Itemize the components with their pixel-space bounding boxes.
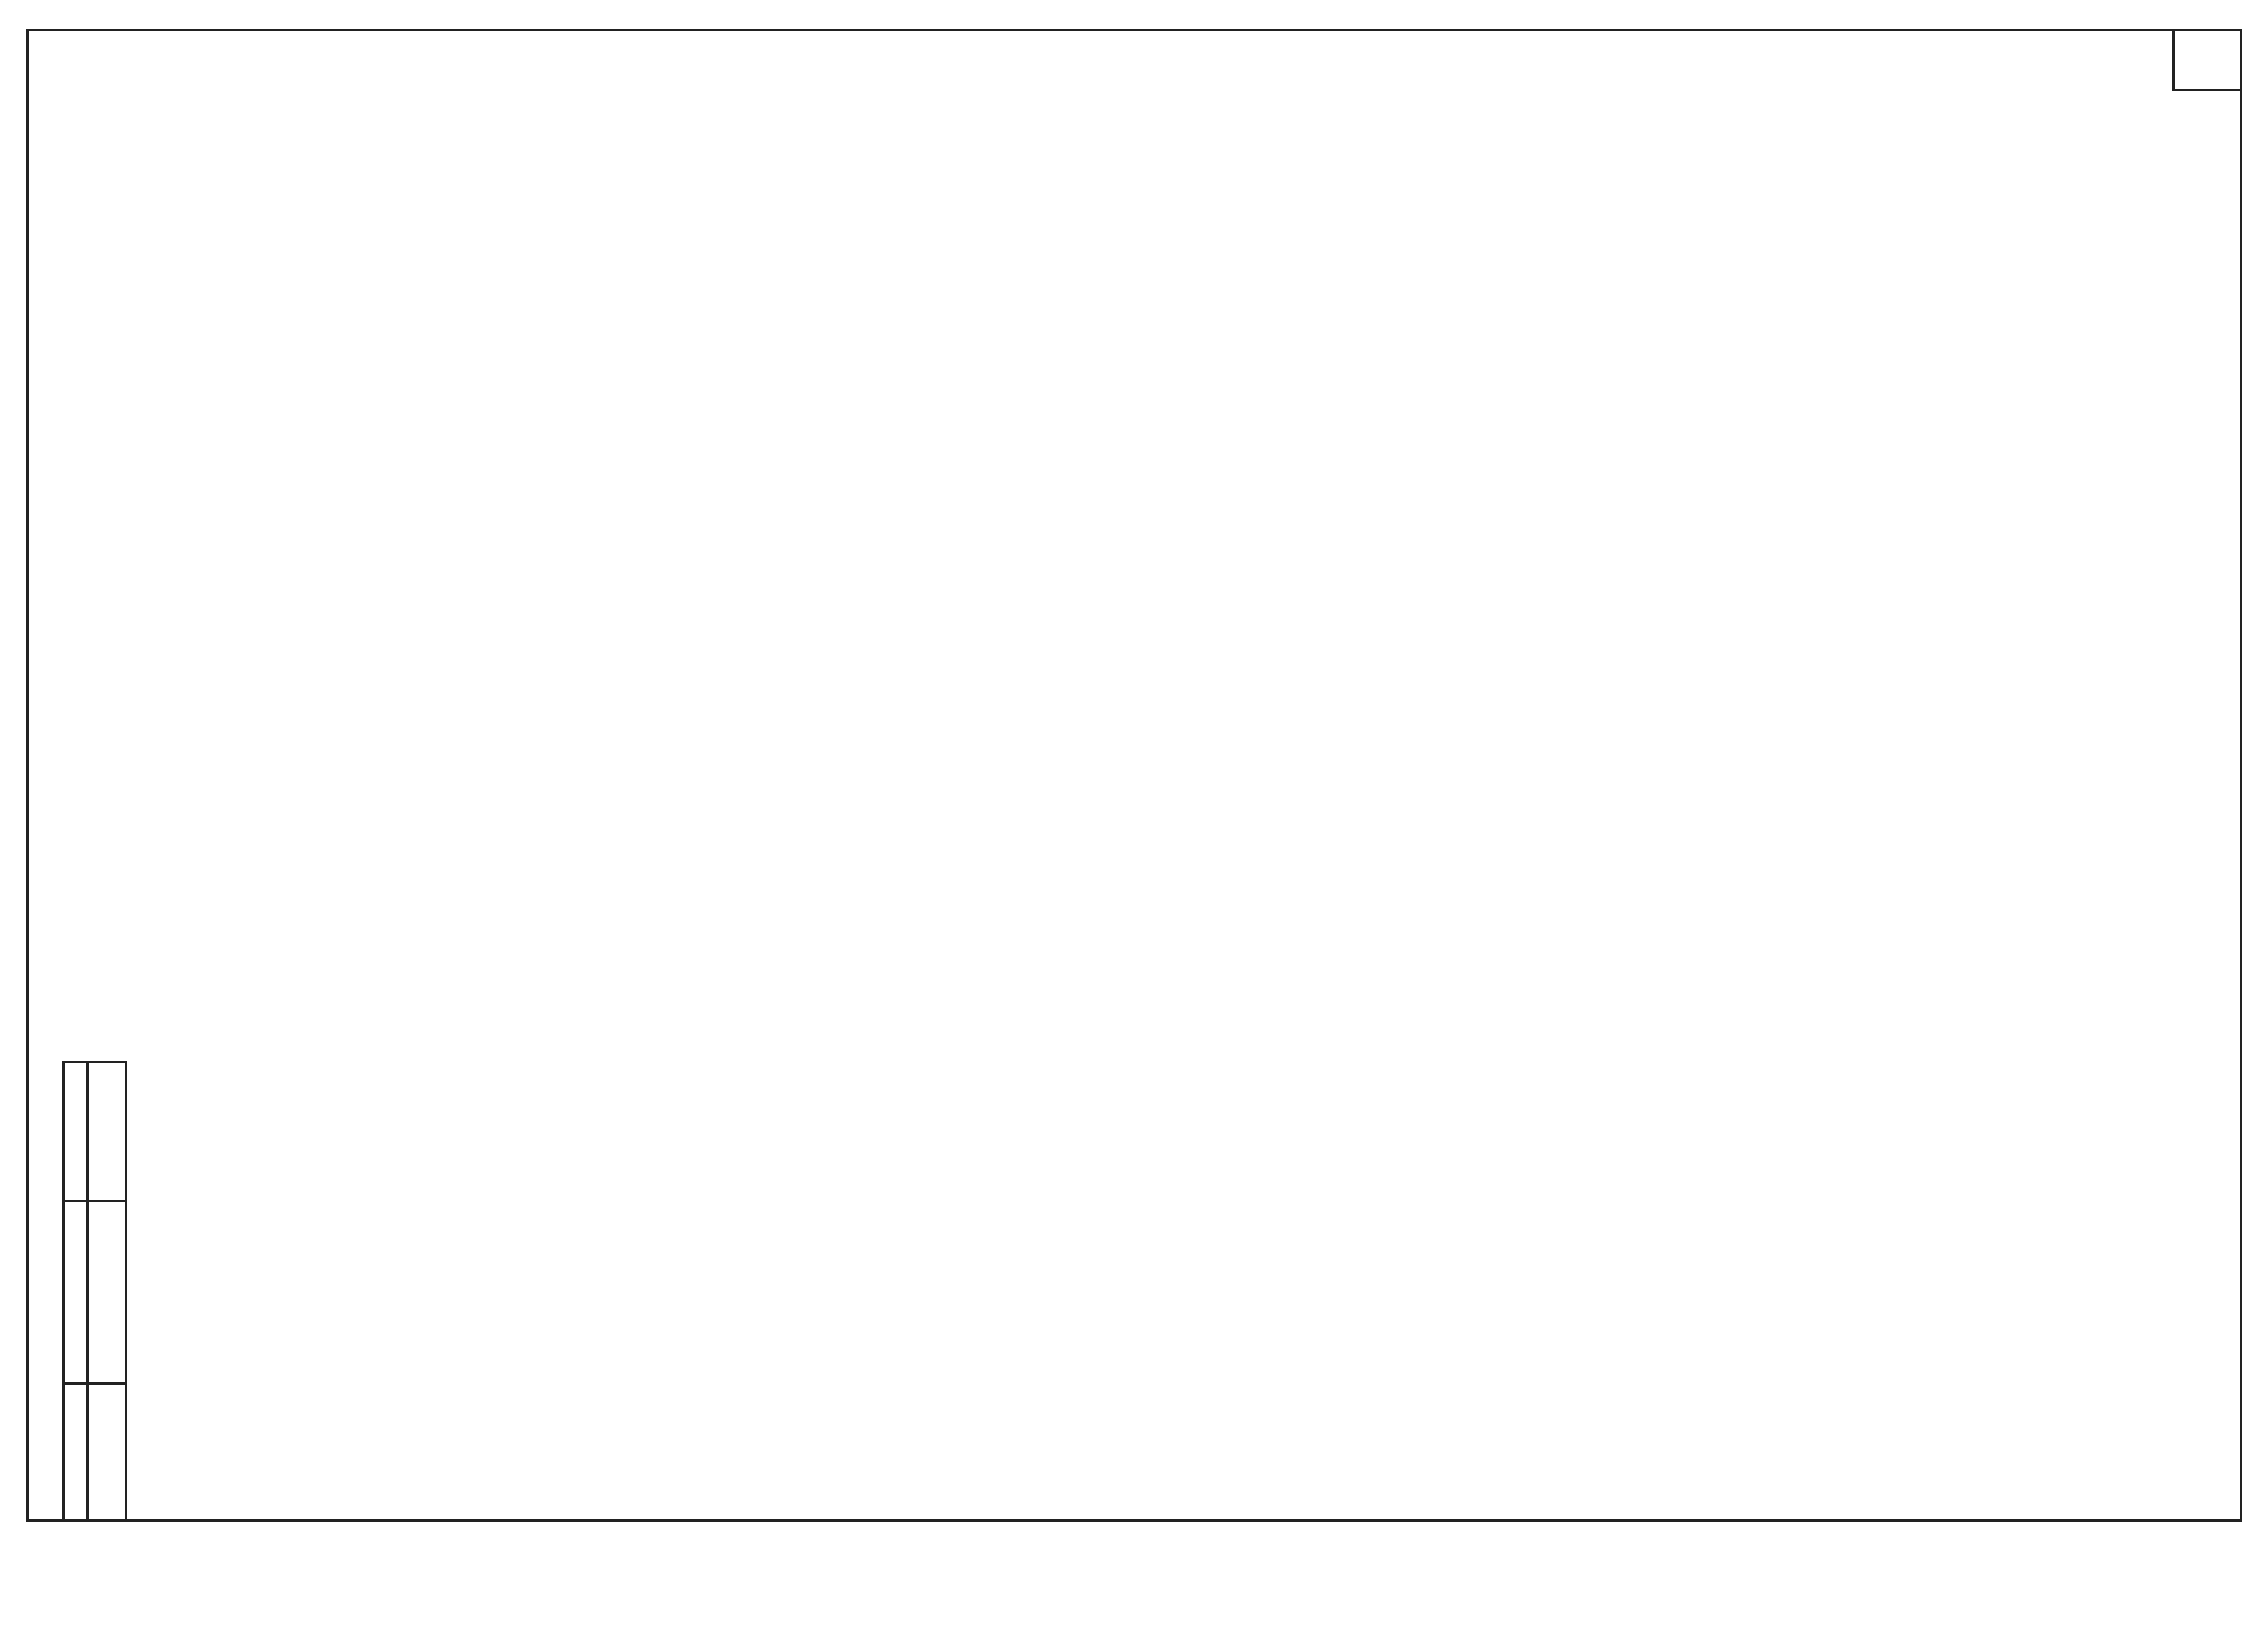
- margin-stamp: [62, 1061, 127, 1522]
- title-block: [1239, 1145, 2218, 1514]
- sheet-number-box: [2172, 29, 2242, 91]
- spec-table: [134, 85, 2216, 1120]
- title-block-grid: [1239, 1145, 2218, 1514]
- spec-grid: [134, 85, 2216, 1120]
